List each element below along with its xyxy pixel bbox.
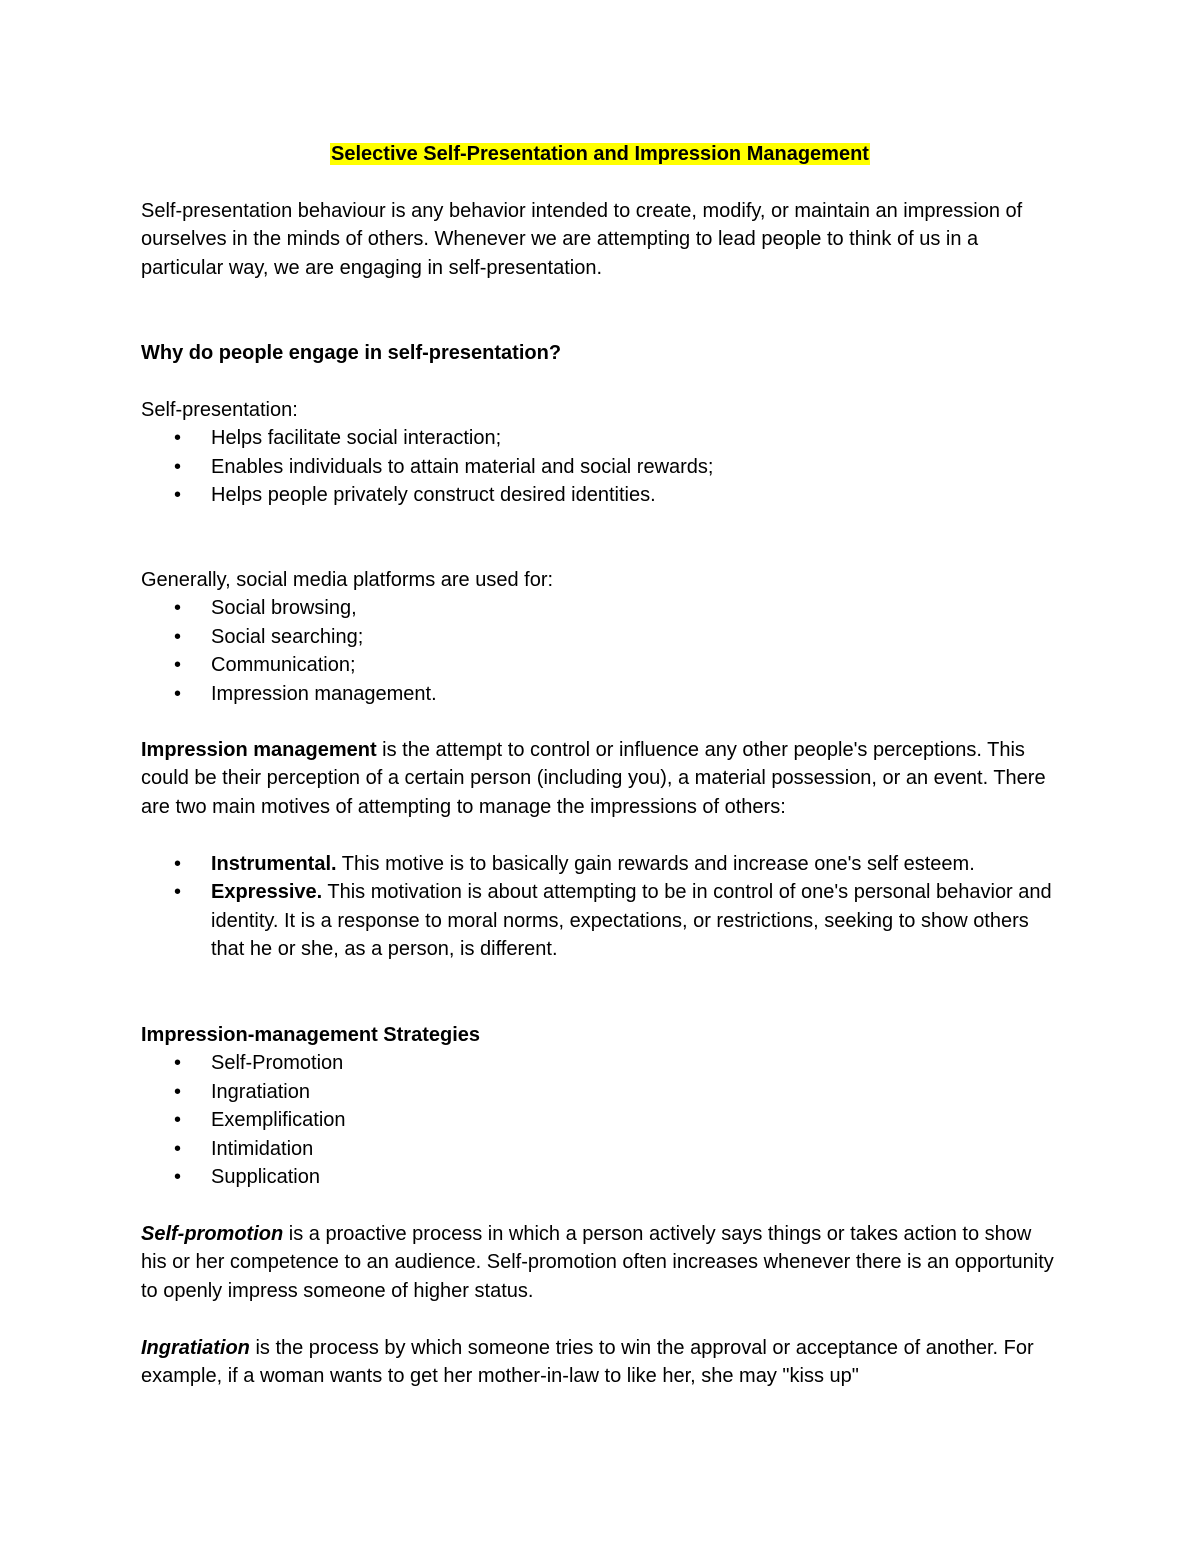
- list-item-text: Social searching;: [211, 625, 364, 648]
- self-promotion-text: is a proactive process in which a person actively says things or takes action to show his or her competence to an audience. Self-promotion often increases whenever there is an opportunity to openly impress someone of higher status.: [141, 1223, 1054, 1302]
- impression-management-block: [141, 736, 1061, 821]
- bullet-icon: •: [174, 1166, 182, 1189]
- motive-text: This motivation is about attempting to be in control of one's personal behavior and identity. It is a response to moral norms, expectations, or restrictions, seeking to show others that he or she, as a person, is different.: [211, 881, 1052, 961]
- list-item: [141, 453, 1061, 481]
- bullet-icon: •: [174, 1052, 182, 1075]
- bullet-icon: •: [174, 484, 182, 507]
- impression-management-text: is the attempt to control or influence any other people's perceptions. This could be their perception of a certain person (including you), a material possession, or an event. There are two main motives of attempting to manage the impressions of others:: [141, 739, 1046, 818]
- document-title-row: [0, 140, 1200, 168]
- list-item: [141, 1106, 1061, 1134]
- list-item-text: Ingratiation: [211, 1080, 310, 1103]
- impression-management-paragraph: [141, 736, 1061, 821]
- ingratiation-text: is the process by which someone tries to win the approval or acceptance of another. For example, if a woman wants to get her mother-in-law to like her, she may "kiss up": [141, 1337, 1034, 1388]
- motive-text: This motive is to basically gain rewards and increase one's self esteem.: [336, 853, 975, 875]
- list-item: [141, 878, 1061, 963]
- motive-term: Instrumental.: [211, 853, 337, 875]
- list-item: [141, 850, 1061, 878]
- platforms-intro: Generally, social media platforms are used for:: [141, 569, 554, 591]
- intro-paragraph: Self-presentation behaviour is any behavior intended to create, modify, or maintain an impression of ourselves in the minds of others. Whenever we are attempting to lead people to think of us in a particular way, we are engaging in self-presentation.: [141, 200, 1023, 279]
- reasons-list: [141, 424, 1061, 509]
- list-item: [141, 1163, 1061, 1191]
- ingratiation-paragraph: [141, 1334, 1061, 1391]
- self-promotion-paragraph: [141, 1220, 1061, 1305]
- list-item: [141, 623, 1061, 651]
- list-item-text: Impression management.: [211, 682, 437, 705]
- motive-term: Expressive.: [211, 881, 323, 904]
- strategies-heading: Impression-management Strategies: [141, 1024, 480, 1046]
- list-item-text: Social browsing,: [211, 597, 357, 620]
- why-heading: Why do people engage in self-presentation?: [141, 342, 562, 364]
- list-item: [141, 680, 1061, 708]
- platform-uses-list: [141, 594, 1061, 708]
- list-item: [141, 481, 1061, 509]
- self-promotion-block: [141, 1220, 1061, 1305]
- bullet-icon: •: [174, 654, 182, 677]
- list-item: [141, 1135, 1061, 1163]
- bullet-icon: •: [174, 1109, 182, 1132]
- bullet-icon: •: [174, 625, 182, 648]
- ingratiation-block: [141, 1334, 1061, 1391]
- motives-block: [141, 850, 1061, 964]
- list-item: [141, 1049, 1061, 1077]
- bullet-icon: •: [174, 1080, 182, 1103]
- bullet-icon: •: [174, 682, 182, 705]
- list-item-text: Self-Promotion: [211, 1052, 344, 1075]
- motives-list: [141, 850, 1061, 964]
- list-item: [141, 424, 1061, 452]
- platforms-block: [141, 566, 1061, 708]
- bullet-icon: •: [174, 881, 182, 904]
- self-presentation-label: Self-presentation:: [141, 399, 298, 421]
- list-item-text: Enables individuals to attain material and social rewards;: [211, 455, 714, 478]
- bullet-icon: •: [174, 455, 182, 478]
- bullet-icon: •: [174, 597, 182, 620]
- document-title: Selective Self-Presentation and Impression Management: [331, 143, 869, 165]
- strategies-list: [141, 1049, 1061, 1191]
- bullet-icon: •: [174, 427, 182, 450]
- reasons-block: [141, 396, 1061, 510]
- list-item-text: Exemplification: [211, 1109, 346, 1132]
- list-item-text: Helps people privately construct desired identities.: [211, 484, 656, 507]
- self-promotion-term: Self-promotion: [141, 1223, 284, 1245]
- list-item-text: Supplication: [211, 1166, 320, 1189]
- list-item-text: Helps facilitate social interaction;: [211, 427, 502, 450]
- list-item: [141, 651, 1061, 679]
- list-item: [141, 594, 1061, 622]
- list-item: [141, 1078, 1061, 1106]
- impression-management-term: Impression management: [141, 739, 377, 761]
- list-item-text: Intimidation: [211, 1137, 314, 1160]
- bullet-icon: •: [174, 1137, 182, 1160]
- intro-paragraph-block: [141, 197, 1061, 282]
- list-item-text: Communication;: [211, 654, 356, 677]
- ingratiation-term: Ingratiation: [141, 1337, 250, 1359]
- bullet-icon: •: [174, 853, 182, 875]
- strategies-block: [141, 1021, 1061, 1191]
- why-heading-block: [141, 339, 1061, 367]
